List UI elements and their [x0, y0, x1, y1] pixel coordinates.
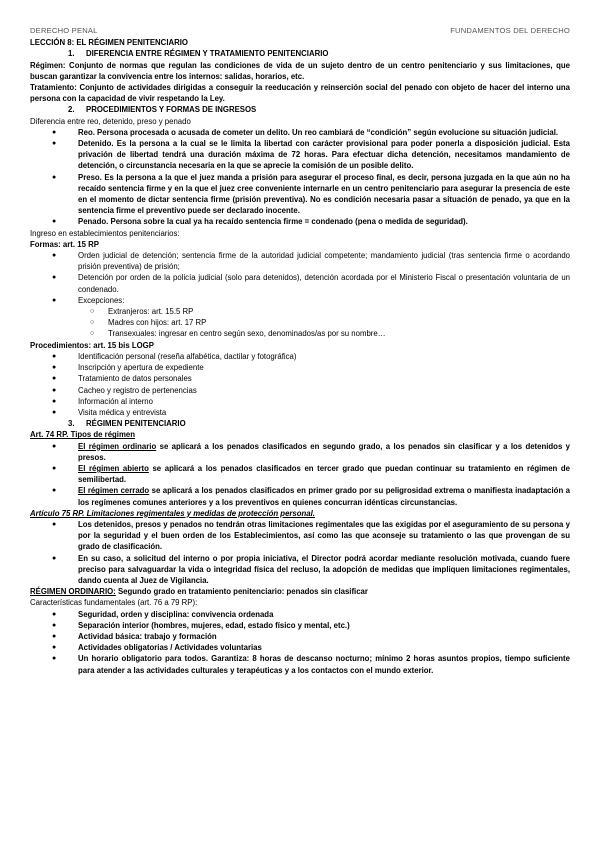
list-item: ● Separación interior (hombres, mujeres, edad, estado físico y mental, etc.)	[30, 620, 570, 631]
art74-title: Art. 74 RP. Tipos de régimen	[30, 430, 136, 440]
list-item: ● Seguridad, orden y disciplina: convivencia ordenada	[30, 609, 570, 620]
list-item: ● El régimen ordinario se aplicará a los penados clasificados en segundo grado, a los penados sin clasificar y a los detenidos y presos.	[30, 441, 570, 463]
art75-list	[30, 519, 570, 586]
list-item: ● Preso. Es la persona a la que el juez manda a prisión para asegurar el proceso final, es decir, persona juzgada en la que aún no ha recaído sentencia firme y en la que el juez cree conveniente internarle en un centro penitenciario para asegurar la presencia de este en el momento de dictar sentencia firme (prisión preventiva). No es condición necesaria pasar a situación de penado, ya que en la sentencia firme el preventivo puede ser declarado inocente.	[30, 172, 570, 217]
art75-title: Artículo 75 RP. Limitaciones regimentales y medidas de protección personal.	[30, 508, 315, 518]
list-item: ● Detenido. Es la persona a la cual se le limita la libertad con carácter provisional para poder ponerla a disposición judicial. Esta privación de libertad tendrá una duración máxima de 72 horas. Para efectuar dicha detención, necesitamos mandamiento de detención, o circunstancia necesaria en la que se aprecie la comisión de un posible delito.	[30, 138, 570, 172]
list-item: ○ Transexuales: ingresar en centro según sexo, denominados/as por su nombre…	[30, 328, 570, 339]
list-item: ○ Extranjeros: art. 15.5 RP	[30, 306, 570, 317]
regimen-definition: Régimen: Conjunto de normas que regulan las condiciones de vida de un sujeto dentro de un centro penitenciario y sus limitaciones, que buscan garantizar la convivencia entre los internos: salidas, horarios, etc.	[30, 60, 570, 81]
list-item: ● Cacheo y registro de pertenencias	[30, 385, 570, 396]
list-item: ● El régimen abierto se aplicará a los penados clasificados en tercer grado que puedan continuar su tratamiento en régimen de semilibertad.	[30, 463, 570, 485]
list-item: ○ Madres con hijos: art. 17 RP	[30, 317, 570, 328]
list-item: ● Orden judicial de detención; sentencia firme de la autoridad judicial competente; mandamiento judicial (tras sentencia firme o acordando prisión preventiva) de prisión;	[30, 250, 570, 272]
list-item: ● Reo. Persona procesada o acusada de cometer un delito. Un reo cambiará de “condición” según evolucione su situación judicial.	[30, 127, 570, 138]
list-item: ● Información al interno	[30, 396, 570, 407]
excepciones-list	[30, 306, 570, 340]
procedimientos-list	[30, 351, 570, 418]
lesson-title: LECCIÓN 8: EL RÉGIMEN PENITENCIARIO	[30, 38, 188, 48]
list-item: ● Actividades obligatorias / Actividades voluntarias	[30, 642, 570, 653]
caracteristicas-label: Características fundamentales (art. 76 a 79 RP):	[30, 598, 198, 608]
procedimientos-label: Procedimientos: art. 15 bis LOGP	[30, 340, 154, 350]
page-header	[30, 25, 570, 36]
list-item: ● Excepciones:	[30, 295, 570, 306]
formas-label: Formas: art. 15 RP	[30, 239, 99, 249]
section-2-heading: 2. PROCEDIMIENTOS Y FORMAS DE INGRESOS	[68, 105, 257, 115]
list-item: ● Inscripción y apertura de expediente	[30, 362, 570, 373]
section-1-heading: 1. DIFERENCIA ENTRE RÉGIMEN Y TRATAMIENTO PENITENCIARIO	[68, 49, 329, 59]
header-right: FUNDAMENTOS DEL DERECHO	[450, 26, 570, 35]
list-item: ● El régimen cerrado se aplicará a los penados clasificados en primer grado por su peligrosidad extrema o manifiesta inadaptación a los regímenes comunes anteriores y a los preventivos en quienes concurran idénticas circunstancias.	[30, 485, 570, 507]
regimen-types-list	[30, 441, 570, 508]
document-page	[30, 0, 570, 676]
caracteristicas-list	[30, 609, 570, 676]
header-left: DERECHO PENAL	[30, 26, 98, 35]
list-item: ● Identificación personal (reseña alfabética, dactilar y fotográfica)	[30, 351, 570, 362]
list-item: ● En su caso, a solicitud del interno o por propia iniciativa, el Director podrá acordar mediante resolución motivada, cuando fuere preciso para salvaguardar la vida o integridad física del recluso, la adopción de medidas que impliquen limitaciones regimentales, dando cuenta al Juez de Vigilancia.	[30, 553, 570, 587]
diferencia-list	[30, 127, 570, 228]
section-3-heading: 3. RÉGIMEN PENITENCIARIO	[68, 419, 186, 429]
list-item: ● Detención por orden de la policía judicial (solo para detenidos), detención acordada por el Ministerio Fiscal o presentación voluntaria de un condenado.	[30, 272, 570, 294]
formas-list	[30, 250, 570, 306]
regimen-ordinario: RÉGIMEN ORDINARIO: Segundo grado en tratamiento penitenciario: penados sin clasificar	[30, 587, 368, 597]
list-item: ● Penado. Persona sobre la cual ya ha recaído sentencia firme = condenado (pena o medida de seguridad).	[30, 216, 570, 227]
list-item: ● Los detenidos, presos y penados no tendrán otras limitaciones regimentales que las exigidas por el aseguramiento de su persona y por la seguridad y el buen orden de los Establecimientos, así como las que aconseje su tratamiento o las que provengan de su grado de clasificación.	[30, 519, 570, 553]
list-item: ● Un horario obligatorio para todos. Garantiza: 8 horas de descanso nocturno; mínimo 2 horas asuntos propios, tiempo suficiente para atender a las actividades culturales y terapéuticas y a los contactos con el mundo exterior.	[30, 653, 570, 675]
tratamiento-definition: Tratamiento: Conjunto de actividades dirigidas a conseguir la reeducación y reinserción social del penado con objeto de hacer del interno una persona con la capacidad de vivir respetando la Ley.	[30, 83, 570, 104]
list-item: ● Tratamiento de datos personales	[30, 373, 570, 384]
ingreso-intro: Ingreso en establecimientos penitenciarios:	[30, 228, 180, 238]
diferencia-intro: Diferencia entre reo, detenido, preso y penado	[30, 116, 191, 126]
list-item: ● Visita médica y entrevista	[30, 407, 570, 418]
list-item: ● Actividad básica: trabajo y formación	[30, 631, 570, 642]
